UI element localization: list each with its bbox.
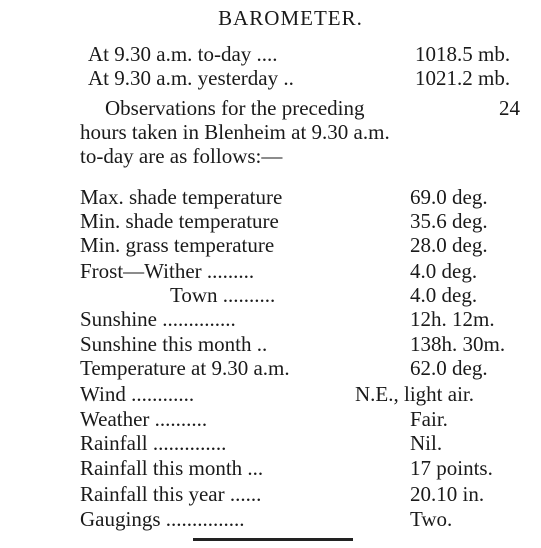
intro-line: Observations for the preceding 24 xyxy=(105,96,520,120)
observation-label: Frost—Wither ......... xyxy=(80,259,255,283)
observation-label: Min. grass temperature xyxy=(80,233,275,257)
observation-row xyxy=(0,185,541,209)
barometer-label: At 9.30 a.m. to-day .... xyxy=(88,42,278,66)
section-title: BAROMETER. xyxy=(218,6,363,30)
observation-row xyxy=(0,233,541,257)
observation-value: 4.0 deg. xyxy=(410,283,478,307)
observation-label: Weather .......... xyxy=(80,407,208,431)
barometer-row-yesterday xyxy=(0,66,541,90)
observation-label: Max. shade temperature xyxy=(80,185,283,209)
barometer-label: At 9.30 a.m. yesterday .. xyxy=(88,66,294,90)
intro-paragraph xyxy=(80,96,520,168)
observation-row xyxy=(0,407,541,431)
intro-line: hours taken in Blenheim at 9.30 a.m. xyxy=(80,120,390,144)
observation-row xyxy=(0,307,541,331)
observation-value: 12h. 12m. xyxy=(410,307,495,331)
observation-label: Min. shade temperature xyxy=(80,209,279,233)
observation-label: Temperature at 9.30 a.m. xyxy=(80,356,290,380)
observation-row xyxy=(0,259,541,283)
observation-label: Town .......... xyxy=(170,283,276,307)
observation-value: 138h. 30m. xyxy=(410,332,506,356)
observation-label: Gaugings ............... xyxy=(80,507,245,531)
observation-value: 20.10 in. xyxy=(410,482,485,506)
observation-label: Rainfall .............. xyxy=(80,431,227,455)
intro-line: to-day are as follows:— xyxy=(80,144,283,168)
observation-value: 4.0 deg. xyxy=(410,259,478,283)
observation-label: Wind ............ xyxy=(80,382,195,406)
observation-row xyxy=(0,507,541,531)
observation-label: Sunshine this month .. xyxy=(80,332,268,356)
observation-row xyxy=(0,456,541,480)
observation-value: 35.6 deg. xyxy=(410,209,488,233)
observation-row xyxy=(0,332,541,356)
observation-label: Rainfall this month ... xyxy=(80,456,264,480)
observation-row xyxy=(0,356,541,380)
observation-value: 62.0 deg. xyxy=(410,356,488,380)
column-end-rule xyxy=(193,538,353,541)
observation-value: 69.0 deg. xyxy=(410,185,488,209)
barometer-row-today xyxy=(0,42,541,66)
observation-row xyxy=(0,283,541,307)
observation-label: Rainfall this year ...... xyxy=(80,482,262,506)
observation-value: Nil. xyxy=(410,431,443,455)
observation-row xyxy=(0,431,541,455)
observation-value: N.E., light air. xyxy=(355,382,474,406)
observation-value: Fair. xyxy=(410,407,448,431)
observation-label: Sunshine .............. xyxy=(80,307,236,331)
observation-row xyxy=(0,482,541,506)
barometer-value: 1018.5 mb. xyxy=(415,42,511,66)
observation-value: 17 points. xyxy=(410,456,493,480)
observation-value: 28.0 deg. xyxy=(410,233,488,257)
observation-row xyxy=(0,382,541,406)
barometer-value: 1021.2 mb. xyxy=(415,66,511,90)
observation-row xyxy=(0,209,541,233)
observation-value: Two. xyxy=(410,507,453,531)
